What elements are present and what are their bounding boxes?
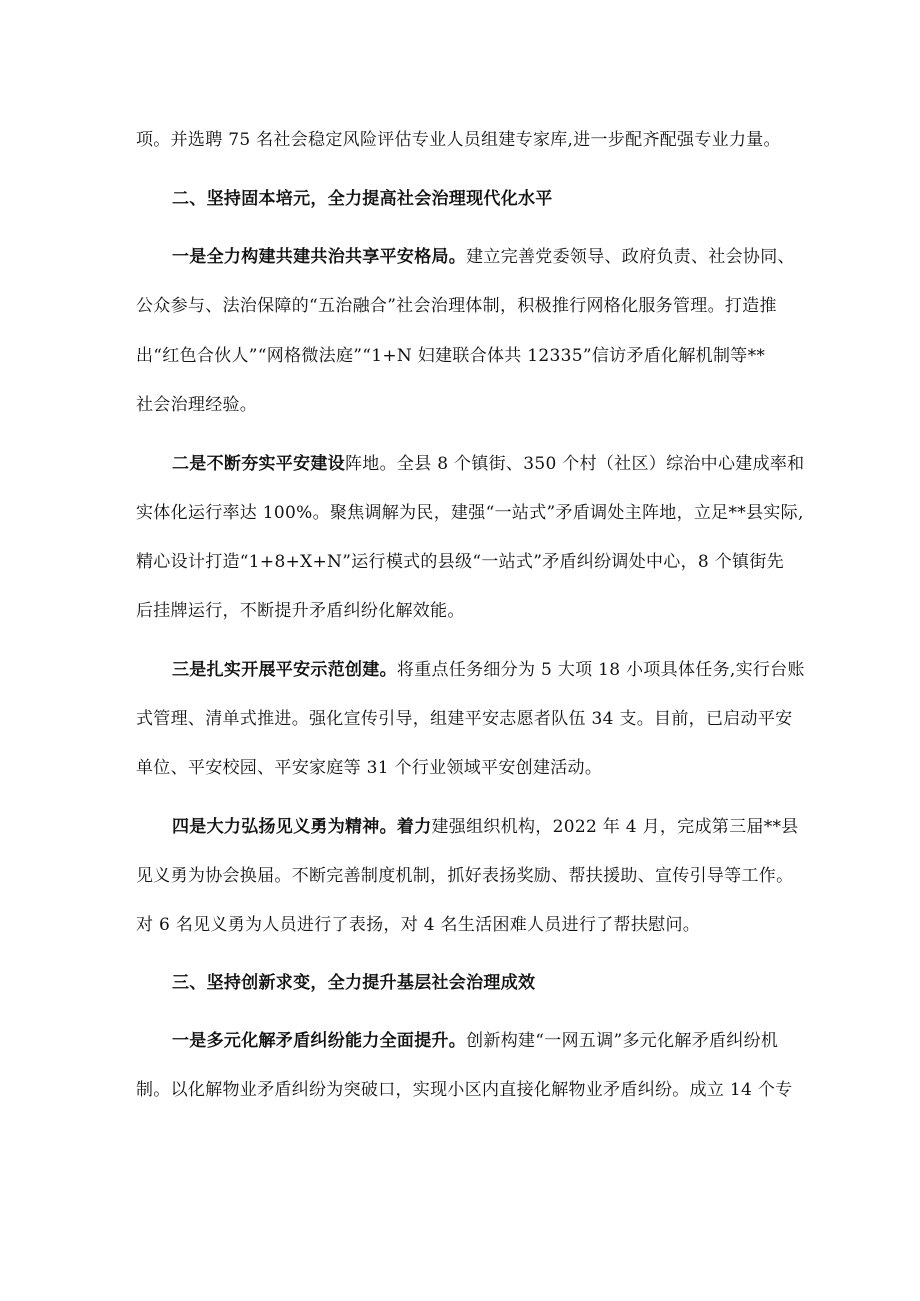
paragraph-lead: 四是大力弘扬见义勇为精神。着力 [172,817,432,837]
paragraph-line: 社会治理经验。 [136,395,258,415]
paragraph-line: 精心设计打造“1+8+X+N”运行模式的县级“一站式”矛盾纠纷调处中心，8 个镇街先 [136,552,784,572]
paragraph-text: 建强组织机构，2022 年 4 月，完成第三届**县 [431,817,799,837]
paragraph-line: 对 6 名见义勇为人员进行了表扬，对 4 名生活困难人员进行了帮扶慰问。 [136,915,701,935]
section-heading-3: 三、坚持创新求变，全力提升基层社会治理成效 [172,973,536,993]
paragraph-line: 式管理、清单式推进。强化宣传引导，组建平安志愿者队伍 34 支。目前，已启动平安 [136,709,793,729]
paragraph-lead: 一是多元化解矛盾纠纷能力全面提升。 [172,1031,467,1051]
paragraph-line: 制。以化解物业矛盾纠纷为突破口，实现小区内直接化解物业矛盾纠纷。成立 14 个专 [136,1080,793,1100]
paragraph-lead: 一是全力构建共建共治共享平安格局。 [172,247,467,267]
paragraph-line [172,245,796,269]
paragraph-line: 见义勇为协会换届。不断完善制度机制，抓好表扬奖励、帮扶援助、宣传引导等工作。 [136,866,794,886]
paragraph-text: 阵地。全县 8 个镇街、350 个村（社区）综治中心建成率和 [345,454,805,474]
paragraph-line: 后挂牌运行，不断提升矛盾纠纷化解效能。 [136,601,465,621]
paragraph-lead: 三是扎实开展平安示范创建。 [172,660,397,680]
paragraph-text: 将重点任务细分为 5 大项 18 小项具体任务,实行台账 [396,660,805,680]
paragraph-line [172,815,799,839]
paragraph-line [172,658,805,682]
paragraph-line: 实体化运行率达 100%。聚焦调解为民，建强“一站式”矛盾调处主阵地，立足**县实际, [136,503,804,523]
paragraph-line: 单位、平安校园、平安家庭等 31 个行业领域平安创建活动。 [136,758,603,778]
paragraph-text: 创新构建“一网五调”多元化解矛盾纠纷机 [466,1031,779,1051]
paragraph-lead: 二是不断夯实平安建设 [172,454,345,474]
section-heading-2: 二、坚持固本培元，全力提高社会治理现代化水平 [172,189,553,209]
paragraph-line [172,452,805,476]
paragraph-line: 项。并选聘 75 名社会稳定风险评估专业人员组建专家库,进一步配齐配强专业力量。 [136,130,781,150]
paragraph-text: 建立完善党委领导、政府负责、社会协同、 [466,247,795,267]
paragraph-line [172,1029,796,1053]
paragraph-line: 公众参与、法治保障的“五治融合”社会治理体制，积极推行网格化服务管理。打造推 [136,296,777,316]
paragraph-line: 出“红色合伙人”“网格微法庭”“1+N 妇建联合体共 12335”信访矛盾化解机制等** [136,346,766,366]
